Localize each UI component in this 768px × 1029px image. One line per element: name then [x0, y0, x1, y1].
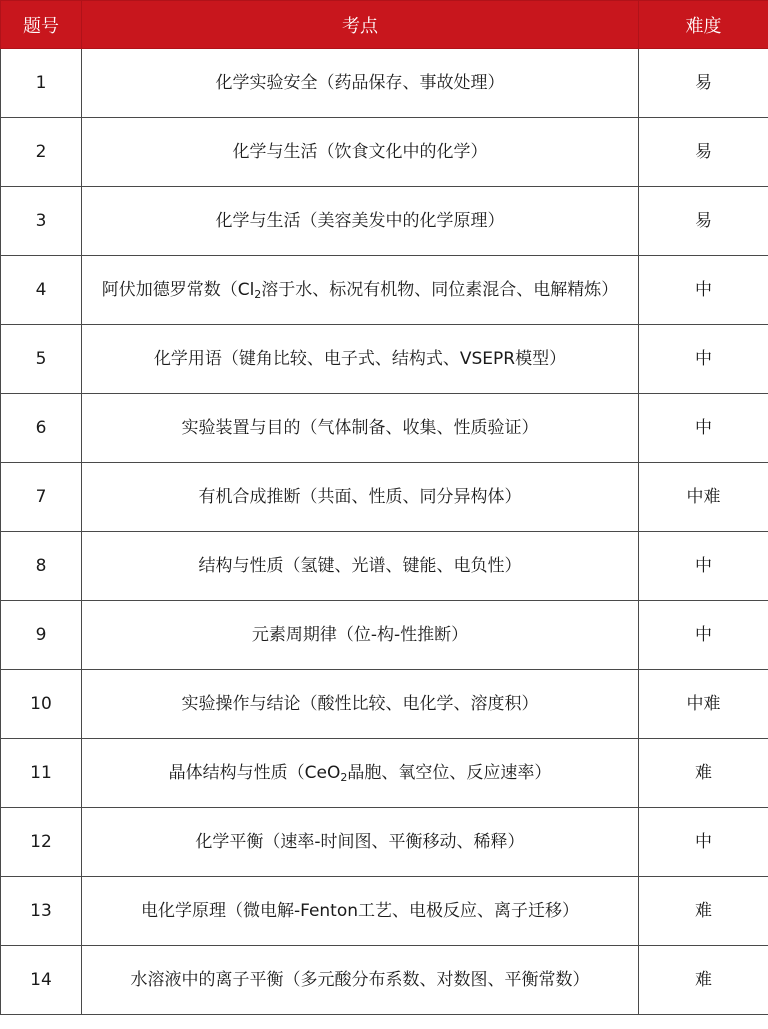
question-number: 10	[1, 670, 82, 739]
table-row	[1, 877, 768, 946]
table-row	[1, 463, 768, 532]
table-header	[1, 1, 768, 49]
difficulty-cell: 难	[639, 877, 768, 946]
difficulty-cell: 中	[639, 325, 768, 394]
difficulty-cell: 中难	[639, 463, 768, 532]
difficulty-cell: 难	[639, 739, 768, 808]
topic-cell: 元素周期律（位-构-性推断）	[82, 601, 639, 670]
topic-cell: 化学与生活（饮食文化中的化学）	[82, 118, 639, 187]
question-number: 1	[1, 49, 82, 118]
table-row	[1, 601, 768, 670]
topic-text-after: 溶于水、标况有机物、同位素混合、电解精炼）	[261, 280, 619, 300]
table-body	[1, 49, 768, 1015]
question-number: 8	[1, 532, 82, 601]
question-number: 4	[1, 256, 82, 325]
table-row	[1, 118, 768, 187]
difficulty-cell: 中	[639, 256, 768, 325]
subscript: 2	[254, 288, 262, 301]
table-row	[1, 532, 768, 601]
table-row	[1, 946, 768, 1015]
table-row	[1, 739, 768, 808]
topic-cell: 结构与性质（氢键、光谱、键能、电负性）	[82, 532, 639, 601]
question-number: 3	[1, 187, 82, 256]
topic-cell: 化学与生活（美容美发中的化学原理）	[82, 187, 639, 256]
topic-cell: 实验装置与目的（气体制备、收集、性质验证）	[82, 394, 639, 463]
topic-cell: 电化学原理（微电解-Fenton工艺、电极反应、离子迁移）	[82, 877, 639, 946]
difficulty-cell: 难	[639, 946, 768, 1015]
topic-text-after: 晶胞、氧空位、反应速率）	[347, 763, 552, 783]
question-number: 9	[1, 601, 82, 670]
table-row	[1, 256, 768, 325]
question-number: 7	[1, 463, 82, 532]
topic-text-before: 阿伏加德罗常数（Cl	[101, 280, 255, 300]
difficulty-cell: 中	[639, 808, 768, 877]
header-topic: 考点	[82, 1, 639, 49]
difficulty-cell: 中	[639, 532, 768, 601]
question-number: 5	[1, 325, 82, 394]
header-row	[1, 1, 768, 49]
subscript: 2	[340, 771, 348, 784]
topic-cell	[82, 739, 639, 808]
difficulty-cell: 中	[639, 394, 768, 463]
question-number: 11	[1, 739, 82, 808]
difficulty-cell: 易	[639, 187, 768, 256]
header-number: 题号	[1, 1, 82, 49]
topic-cell	[82, 256, 639, 325]
topic-cell: 化学平衡（速率-时间图、平衡移动、稀释）	[82, 808, 639, 877]
table-row	[1, 808, 768, 877]
topic-text-before: 晶体结构与性质（CeO	[168, 763, 341, 783]
difficulty-cell: 易	[639, 118, 768, 187]
topic-cell: 化学用语（键角比较、电子式、结构式、VSEPR模型）	[82, 325, 639, 394]
table-row	[1, 670, 768, 739]
difficulty-cell: 中	[639, 601, 768, 670]
table-row	[1, 325, 768, 394]
difficulty-cell: 中难	[639, 670, 768, 739]
difficulty-cell: 易	[639, 49, 768, 118]
topic-cell: 水溶液中的离子平衡（多元酸分布系数、对数图、平衡常数）	[82, 946, 639, 1015]
table-row	[1, 49, 768, 118]
header-difficulty: 难度	[639, 1, 768, 49]
question-number: 6	[1, 394, 82, 463]
topic-cell: 实验操作与结论（酸性比较、电化学、溶度积）	[82, 670, 639, 739]
topic-cell: 有机合成推断（共面、性质、同分异构体）	[82, 463, 639, 532]
question-number: 2	[1, 118, 82, 187]
topic-cell: 化学实验安全（药品保存、事故处理）	[82, 49, 639, 118]
question-number: 14	[1, 946, 82, 1015]
table-row	[1, 394, 768, 463]
question-number: 13	[1, 877, 82, 946]
question-number: 12	[1, 808, 82, 877]
table-row	[1, 187, 768, 256]
